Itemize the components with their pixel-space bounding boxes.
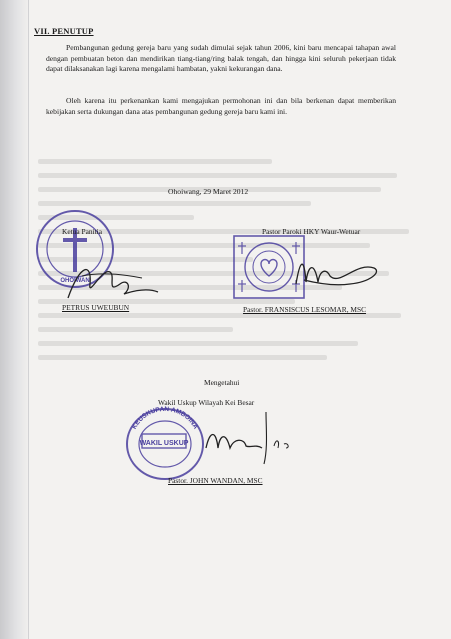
vicar-stamp: [120, 402, 210, 482]
right-signatory-role: Pastor Paroki HKY Waur-Wetuar: [262, 227, 361, 236]
section-title: VII. PENUTUP: [34, 26, 94, 36]
stamp-lower-text: OHOIWAN: [60, 278, 90, 284]
svg-text:KEUSKUPAN AMBOINA: [131, 406, 199, 431]
stamp-outer-text: KEUSKUPAN AMBOINA: [130, 405, 200, 431]
bottom-signatory-name: Pastor. JOHN WANDAN, MSC: [168, 476, 263, 485]
stamp-inner-text: WAKIL USKUP: [139, 440, 189, 447]
left-signatory-name: PETRUS UWEUBUN: [62, 303, 130, 312]
bottom-signature: [200, 408, 300, 466]
place-date: Ohoiwang, 29 Maret 2012: [168, 187, 249, 196]
right-signature: [290, 246, 386, 294]
acknowledgement-heading: Mengetahui: [204, 378, 240, 387]
left-signatory-role: Ketua Panitia: [62, 227, 103, 236]
binding-edge: [0, 0, 29, 639]
right-signatory-name: Pastor. FRANSISCUS LESOMAR, MSC: [243, 305, 367, 314]
closing-paragraph-2: Oleh karena itu perkenankan kami mengajukan permohonan ini dan bila berkenan dapat memberikan kebijakan serta dukungan dana atas pembangunan gedung gereja baru kami ini.: [46, 96, 396, 116]
left-signature: [62, 258, 162, 304]
bottom-signatory-role: Wakil Uskup Wilayah Kei Besar: [158, 398, 255, 407]
closing-paragraph-1: Pembangunan gedung gereja baru yang sudah dimulai sejak tahun 2006, kini baru mencapai tahapan awal dengan pembuatan beton dan mendirikan tiang-tiang/ring balak tengah, dan hingga kini seluruh pekerjaan tidak dapat dilaksanakan lagi karena mengalami hambatan, yakni kekurangan dana.: [46, 43, 396, 74]
